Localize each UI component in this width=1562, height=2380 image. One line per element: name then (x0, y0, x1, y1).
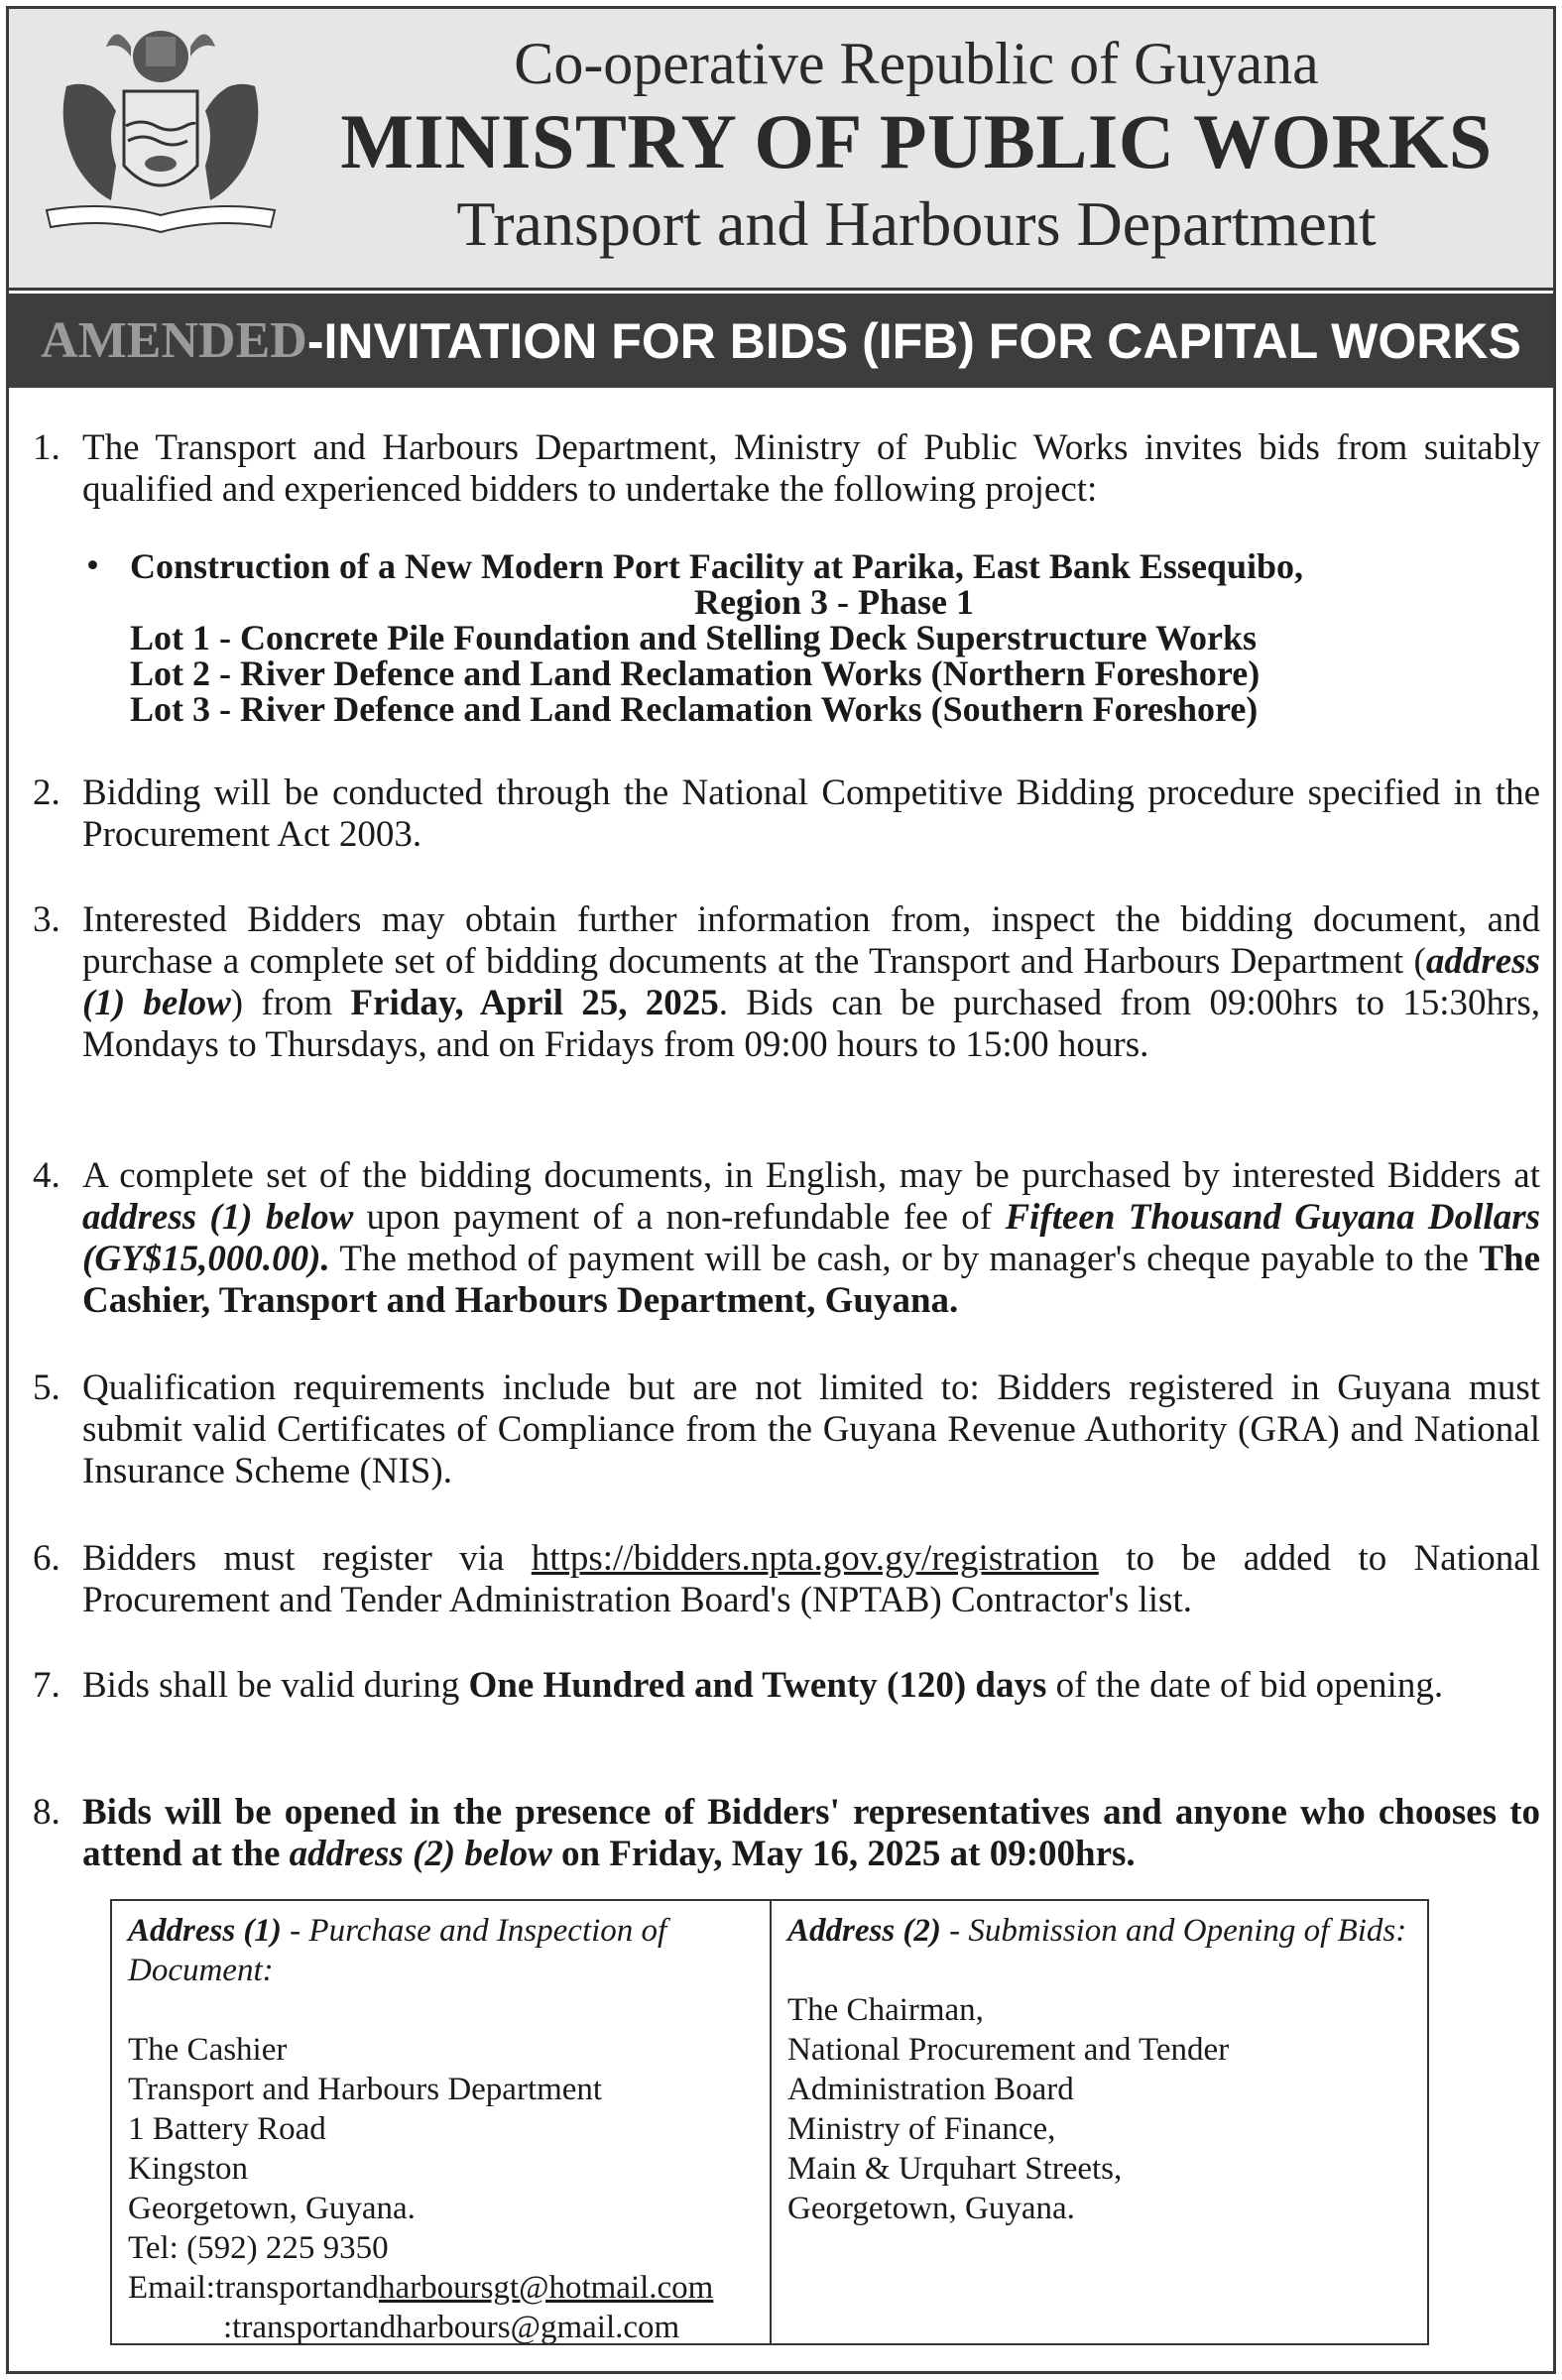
item-text: Bids will be opened in the presence of Bidders' representatives and anyone who chooses to attend at the address (2) below on Friday, May 16, 2025 at 09:00hrs. (82, 1792, 1540, 1874)
notice-frame (6, 6, 1556, 2374)
address-line: Transport and Harbours Department (128, 2072, 603, 2107)
lot-3: Lot 3 - River Defence and Land Reclamation Works (Southern Foreshore) (130, 689, 1259, 729)
address-line: The Cashier (128, 2032, 288, 2068)
item-text: Bids shall be valid during One Hundred and Twenty (120) days of the date of bid opening. (82, 1665, 1444, 1706)
item-text: Bidding will be conducted through the National Competitive Bidding procedure specified in the Procurement Act 2003. (82, 773, 1540, 855)
amended-label: AMENDED (41, 312, 307, 369)
republic-title: Co-operative Republic of Guyana (514, 31, 1319, 96)
address-2 (770, 1901, 1427, 2343)
item-number: 5. (33, 1368, 60, 1408)
item-text: Qualification requirements include but are not limited to: Bidders registered in Guyana must submit valid Certificates of Compliance from the Guyana Revenue Authority (GRA) and National Insurance Scheme (NIS). (82, 1368, 1540, 1491)
lot-2: Lot 2 - River Defence and Land Reclamation Works (Northern Foreshore) (130, 654, 1261, 693)
project-region: Region 3 - Phase 1 (694, 582, 974, 622)
coat-of-arms-icon (37, 17, 285, 235)
address-1-lines (128, 2030, 754, 2347)
address-line: The Chairman, (787, 1992, 984, 2028)
fee-amount: Fifteen Thousand Guyana Dollars (GY$15,000.00). (82, 1197, 1540, 1279)
address-2-heading: Address (2) - Submission and Opening of Bids: (787, 1913, 1407, 1949)
registration-link[interactable]: https://bidders.npta.gov.gy/registration (531, 1538, 1099, 1579)
address-line: Georgetown, Guyana. (128, 2191, 416, 2226)
header (9, 9, 1553, 291)
ministry-title: MINISTRY OF PUBLIC WORKS (340, 98, 1493, 184)
ifb-title: -INVITATION FOR BIDS (IFB) FOR CAPITAL WORKS (306, 312, 1521, 369)
address-ref: address (2) below (289, 1834, 552, 1874)
address-line: Main & Urquhart Streets, (787, 2151, 1123, 2187)
department-title: Transport and Harbours Department (456, 188, 1377, 259)
item-number: 8. (33, 1792, 60, 1833)
email-line-2[interactable]: :transportandharbours@gmail.com (223, 2310, 680, 2345)
address-ref: address (1) below (82, 1197, 354, 1238)
project-list (130, 548, 1538, 727)
start-date: Friday, April 25, 2025 (350, 983, 719, 1023)
item-text: Bidders must register via https://bidders.npta.gov.gy/registration to be added to National Procurement and Tender Administration Board's (NPTAB) Contractor's list. (82, 1538, 1540, 1620)
item-number: 4. (33, 1155, 60, 1196)
lot-1: Lot 1 - Concrete Pile Foundation and Stelling Deck Superstructure Works (130, 618, 1258, 657)
item-number: 7. (33, 1665, 60, 1706)
item-number: 1. (33, 427, 60, 468)
validity-period: One Hundred and Twenty (120) days (468, 1665, 1047, 1706)
email-line-1: Email:transportandharboursgt@hotmail.com (128, 2270, 714, 2306)
item-number: 3. (33, 899, 60, 940)
payee: The Cashier, Transport and Harbours Department, Guyana. (82, 1239, 1540, 1321)
item-text: The Transport and Harbours Department, Ministry of Public Works invites bids from suitably qualified and experienced bidders to undertake the following project: (82, 427, 1540, 510)
address-line: Administration Board (787, 2072, 1074, 2107)
address-ref: address (1) below (82, 941, 1540, 1023)
address-1-heading: Address (1) - Purchase and Inspection of Document: (128, 1913, 667, 1988)
address-line: Ministry of Finance, (787, 2111, 1056, 2147)
item-text: A complete set of the bidding documents, in English, may be purchased by interested Bidders at address (1) below upon payment of a non-refundable fee of Fifteen Thousand Guyana Dollars (GY$15,000.00). The method of payment will be cash, or by manager's cheque payable to the The Cashier, Transport and Harbours Department, Guyana. (82, 1155, 1540, 1321)
item-number: 2. (33, 773, 60, 813)
address-line: National Procurement and Tender (787, 2032, 1230, 2068)
email-link-1[interactable]: transportandharboursgt@hotmail.com (214, 2270, 714, 2306)
address-line: 1 Battery Road (128, 2111, 326, 2147)
address-line: Kingston (128, 2151, 249, 2187)
bullet-icon: • (86, 545, 99, 586)
phone-number: Tel: (592) 225 9350 (128, 2230, 389, 2266)
item-number: 6. (33, 1538, 60, 1579)
address-1 (112, 1901, 770, 2343)
title-banner (9, 294, 1553, 388)
address-table (110, 1899, 1429, 2345)
project-title: Construction of a New Modern Port Facility at Parika, East Bank Essequibo, (130, 546, 1303, 586)
address-2-lines (787, 1990, 1411, 2228)
address-line: Georgetown, Guyana. (787, 2191, 1075, 2226)
item-text: Interested Bidders may obtain further information from, inspect the bidding document, and purchase a complete set of bidding documents at the Transport and Harbours Department (address (1) below) from Friday, April 25, 2025. Bids can be purchased from 09:00hrs to 15:30hrs, Mondays to Thursdays, and on Fridays from 09:00 hours to 15:00 hours. (82, 899, 1540, 1065)
